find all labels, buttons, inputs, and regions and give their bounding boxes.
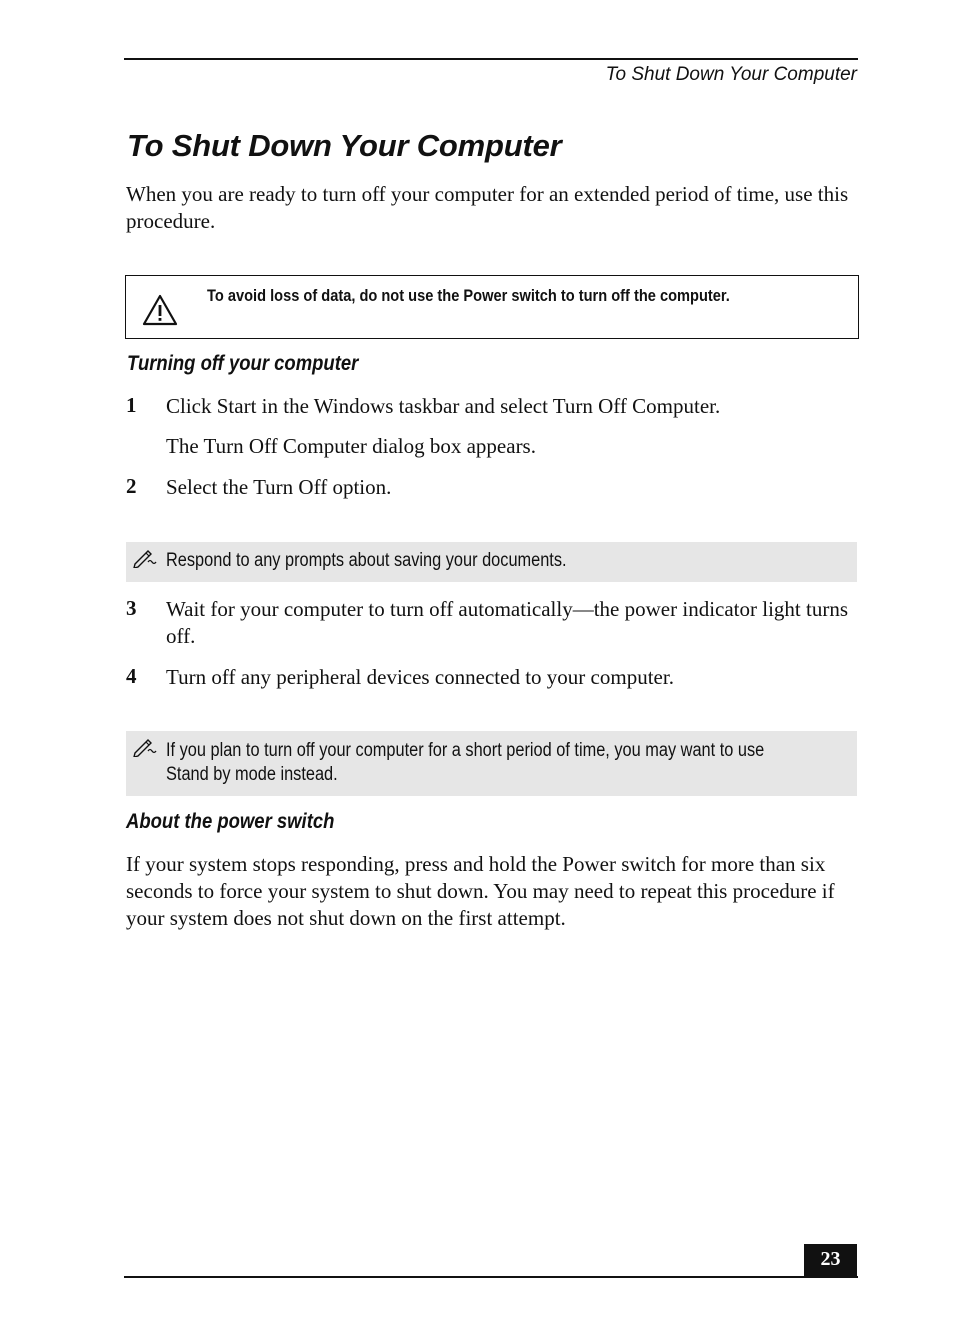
footer-rule: [124, 1276, 858, 1278]
step-number: 1: [126, 393, 137, 417]
power-switch-paragraph: If your system stops responding, press and hold the Power switch for more than six seconds to force your system to shut down. You may need to repeat this procedure if your system does not shut down on the first attempt.: [126, 852, 835, 930]
step-text: Select the Turn Off option.: [166, 475, 392, 499]
step-text: Wait for your computer to turn off automatically—the power indicator light turns off.: [166, 597, 848, 648]
step-number: 3: [126, 596, 137, 620]
step-number: 2: [126, 474, 137, 498]
page-number: 23: [804, 1244, 857, 1278]
section-heading-turning-off: Turning off your computer: [127, 352, 359, 375]
warning-text: To avoid loss of data, do not use the Power switch to turn off the computer.: [207, 286, 730, 305]
section-heading-power-switch: About the power switch: [126, 810, 335, 833]
step-text: Click Start in the Windows taskbar and select Turn Off Computer.: [166, 394, 721, 418]
warning-triangle-icon: [142, 294, 178, 326]
note-text: Respond to any prompts about saving your documents.: [166, 550, 567, 571]
note-box: [126, 731, 857, 796]
header-rule: [124, 58, 858, 60]
page-title: To Shut Down Your Computer: [127, 128, 562, 163]
step-number: 4: [126, 664, 137, 688]
step-subtext: The Turn Off Computer dialog box appears.: [166, 434, 536, 458]
note-text-line1: If you plan to turn off your computer for a short period of time, you may want to use: [166, 740, 765, 761]
note-box: [126, 542, 857, 582]
pencil-note-icon: [132, 737, 158, 757]
step-text: Turn off any peripheral devices connected to your computer.: [166, 665, 674, 689]
running-header: To Shut Down Your Computer: [605, 64, 857, 85]
pencil-note-icon: [132, 548, 158, 568]
note-text-line2: Stand by mode instead.: [166, 764, 338, 785]
warning-box: [125, 275, 859, 339]
intro-paragraph: When you are ready to turn off your computer for an extended period of time, use this procedure.: [126, 182, 849, 233]
